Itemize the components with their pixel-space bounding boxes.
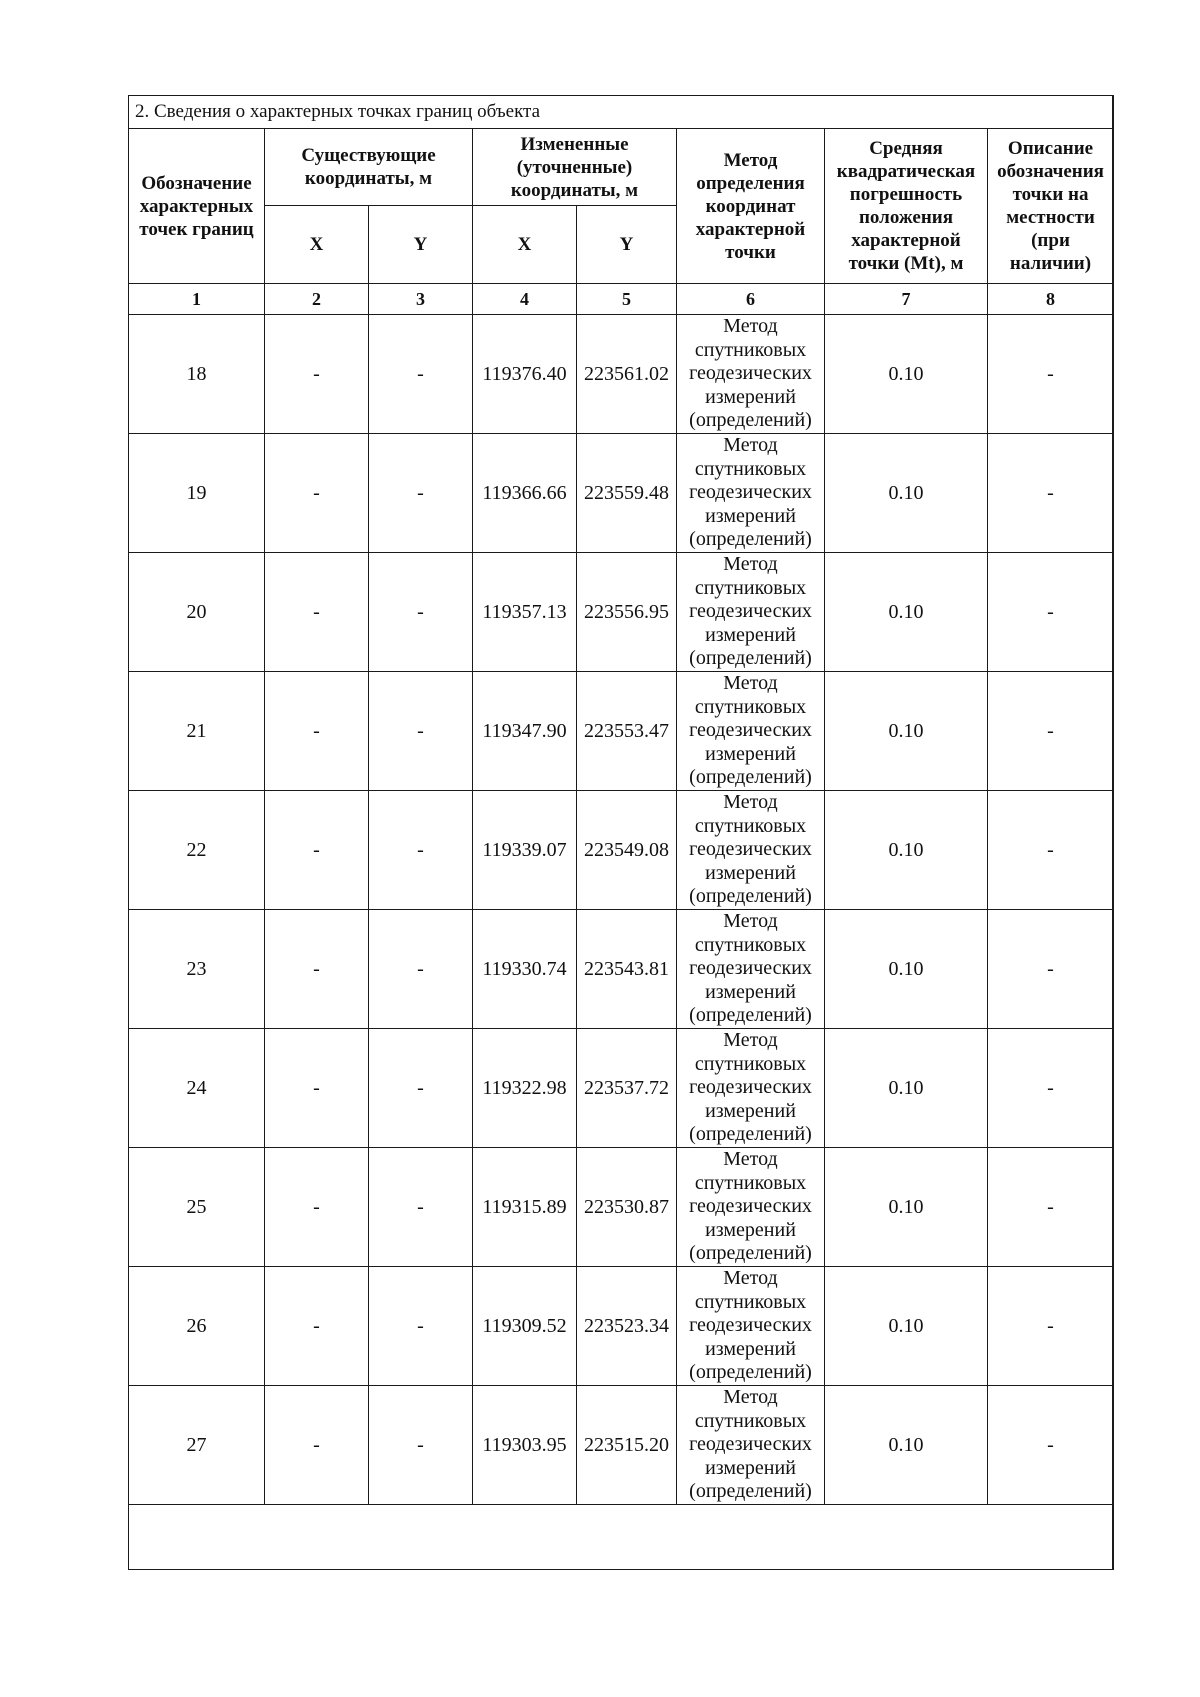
description-cell: - — [988, 553, 1114, 672]
method-line: геодезических — [689, 600, 812, 623]
changed-y-cell: 223553.47 — [577, 672, 677, 791]
header-existing-line: координаты, м — [304, 168, 433, 189]
method-line: геодезических — [689, 1195, 812, 1218]
header-description-line: (при — [1031, 230, 1070, 251]
header-error-line: положения — [858, 207, 954, 228]
table-row — [129, 1267, 1114, 1386]
header-method — [677, 129, 825, 284]
method-line: спутниковых — [694, 1290, 807, 1313]
method-line: геодезических — [689, 719, 812, 742]
point-number-cell: 23 — [129, 910, 265, 1029]
point-number-cell: 18 — [129, 315, 265, 434]
method-line: спутниковых — [694, 457, 807, 480]
method-line: (определений) — [689, 1242, 812, 1265]
changed-x-cell: 119376.40 — [473, 315, 577, 434]
point-number-cell: 27 — [129, 1386, 265, 1505]
column-number: 4 — [473, 284, 577, 315]
header-existing-y: Y — [369, 206, 473, 284]
description-cell: - — [988, 1148, 1114, 1267]
header-error-line: Средняя — [869, 138, 943, 159]
mean-error-cell: 0.10 — [825, 434, 988, 553]
method-cell — [677, 672, 825, 791]
existing-x-cell: - — [265, 315, 369, 434]
empty-footer-cell — [129, 1505, 1114, 1570]
method-line: Метод — [723, 553, 778, 576]
method-line: спутниковых — [694, 1171, 807, 1194]
existing-y-cell: - — [369, 315, 473, 434]
changed-y-cell: 223561.02 — [577, 315, 677, 434]
description-cell: - — [988, 315, 1114, 434]
method-line: измерений — [705, 504, 796, 527]
method-line: измерений — [705, 1218, 796, 1241]
header-changed-y: Y — [577, 206, 677, 284]
method-line: спутниковых — [694, 933, 807, 956]
method-line: Метод — [723, 1148, 778, 1171]
point-number-cell: 21 — [129, 672, 265, 791]
header-mean-error — [825, 129, 988, 284]
existing-y-cell: - — [369, 434, 473, 553]
existing-x-cell: - — [265, 791, 369, 910]
method-line: (определений) — [689, 766, 812, 789]
header-changed-line: Измененные — [520, 133, 629, 155]
mean-error-cell: 0.10 — [825, 910, 988, 1029]
method-line: геодезических — [689, 957, 812, 980]
changed-x-cell: 119366.66 — [473, 434, 577, 553]
method-cell — [677, 1148, 825, 1267]
header-existing-coordinates — [265, 129, 473, 206]
point-number-cell: 24 — [129, 1029, 265, 1148]
point-number-cell: 25 — [129, 1148, 265, 1267]
empty-footer-row — [129, 1505, 1114, 1570]
characteristic-points-table — [128, 95, 1114, 1570]
changed-x-cell: 119339.07 — [473, 791, 577, 910]
existing-x-cell: - — [265, 1267, 369, 1386]
changed-y-cell: 223559.48 — [577, 434, 677, 553]
method-cell — [677, 1267, 825, 1386]
mean-error-cell: 0.10 — [825, 315, 988, 434]
column-number: 7 — [825, 284, 988, 315]
method-line: (определений) — [689, 1004, 812, 1027]
method-line: (определений) — [689, 528, 812, 551]
header-method-line: Метод — [723, 149, 778, 171]
point-number-cell: 26 — [129, 1267, 265, 1386]
table-row — [129, 1029, 1114, 1148]
method-cell — [677, 910, 825, 1029]
column-number: 1 — [129, 284, 265, 315]
changed-y-cell: 223549.08 — [577, 791, 677, 910]
method-line: измерений — [705, 1337, 796, 1360]
method-line: измерений — [705, 1456, 796, 1479]
method-cell — [677, 434, 825, 553]
method-line: Метод — [723, 672, 778, 695]
table-row — [129, 434, 1114, 553]
method-line: измерений — [705, 742, 796, 765]
header-method-line: точки — [725, 241, 776, 263]
method-line: спутниковых — [694, 576, 807, 599]
header-description — [988, 129, 1114, 284]
method-line: геодезических — [689, 1433, 812, 1456]
existing-y-cell: - — [369, 791, 473, 910]
column-number: 5 — [577, 284, 677, 315]
column-number: 6 — [677, 284, 825, 315]
method-line: (определений) — [689, 885, 812, 908]
changed-y-cell: 223523.34 — [577, 1267, 677, 1386]
table-row — [129, 672, 1114, 791]
existing-x-cell: - — [265, 672, 369, 791]
method-line: измерений — [705, 385, 796, 408]
method-line: Метод — [723, 434, 778, 457]
header-changed-x: X — [473, 206, 577, 284]
changed-x-cell: 119330.74 — [473, 910, 577, 1029]
mean-error-cell: 0.10 — [825, 1267, 988, 1386]
method-line: Метод — [723, 791, 778, 814]
changed-x-cell: 119322.98 — [473, 1029, 577, 1148]
header-designation-line: точек границ — [139, 218, 254, 240]
column-number: 3 — [369, 284, 473, 315]
method-line: измерений — [705, 623, 796, 646]
header-method-line: определения — [696, 172, 805, 194]
method-line: (определений) — [689, 1480, 812, 1503]
method-line: (определений) — [689, 1361, 812, 1384]
method-line: (определений) — [689, 1123, 812, 1146]
method-line: Метод — [723, 910, 778, 933]
changed-x-cell: 119347.90 — [473, 672, 577, 791]
point-number-cell: 22 — [129, 791, 265, 910]
method-line: Метод — [723, 315, 778, 338]
header-error-line: характерной — [851, 230, 961, 251]
method-line: геодезических — [689, 362, 812, 385]
description-cell: - — [988, 672, 1114, 791]
method-line: спутниковых — [694, 1409, 807, 1432]
mean-error-cell: 0.10 — [825, 672, 988, 791]
header-designation-line: Обозначение — [141, 172, 252, 194]
description-cell: - — [988, 1029, 1114, 1148]
existing-x-cell: - — [265, 434, 369, 553]
method-line: геодезических — [689, 838, 812, 861]
existing-y-cell: - — [369, 553, 473, 672]
mean-error-cell: 0.10 — [825, 1386, 988, 1505]
header-changed-line: (уточненные) — [516, 156, 633, 178]
table-row — [129, 553, 1114, 672]
existing-y-cell: - — [369, 910, 473, 1029]
column-number: 8 — [988, 284, 1114, 315]
header-designation-line: характерных — [139, 195, 254, 217]
method-line: геодезических — [689, 1076, 812, 1099]
existing-x-cell: - — [265, 1148, 369, 1267]
header-description-line: местности — [1006, 207, 1095, 228]
changed-y-cell: 223556.95 — [577, 553, 677, 672]
existing-x-cell: - — [265, 553, 369, 672]
method-cell — [677, 553, 825, 672]
column-number-row — [129, 284, 1114, 315]
header-method-line: характерной — [695, 218, 806, 240]
changed-y-cell: 223537.72 — [577, 1029, 677, 1148]
changed-x-cell: 119357.13 — [473, 553, 577, 672]
changed-x-cell: 119303.95 — [473, 1386, 577, 1505]
method-line: измерений — [705, 980, 796, 1003]
method-cell — [677, 791, 825, 910]
header-designation — [129, 129, 265, 284]
method-line: измерений — [705, 1099, 796, 1122]
table-row — [129, 1386, 1114, 1505]
description-cell: - — [988, 910, 1114, 1029]
header-description-line: наличии) — [1009, 253, 1092, 274]
method-line: Метод — [723, 1386, 778, 1409]
existing-x-cell: - — [265, 910, 369, 1029]
method-line: Метод — [723, 1267, 778, 1290]
changed-x-cell: 119309.52 — [473, 1267, 577, 1386]
method-line: спутниковых — [694, 695, 807, 718]
header-error-line: квадратическая — [836, 161, 976, 182]
mean-error-cell: 0.10 — [825, 1148, 988, 1267]
method-line: Метод — [723, 1029, 778, 1052]
method-line: (определений) — [689, 409, 812, 432]
method-line: спутниковых — [694, 1052, 807, 1075]
method-line: геодезических — [689, 481, 812, 504]
method-line: измерений — [705, 861, 796, 884]
method-cell — [677, 1029, 825, 1148]
table-row — [129, 315, 1114, 434]
header-existing-x: X — [265, 206, 369, 284]
existing-x-cell: - — [265, 1029, 369, 1148]
method-line: геодезических — [689, 1314, 812, 1337]
point-number-cell: 19 — [129, 434, 265, 553]
header-description-line: Описание — [1007, 138, 1094, 159]
changed-x-cell: 119315.89 — [473, 1148, 577, 1267]
existing-y-cell: - — [369, 672, 473, 791]
method-cell — [677, 315, 825, 434]
table-row — [129, 1148, 1114, 1267]
header-error-line: погрешность — [849, 184, 963, 205]
existing-y-cell: - — [369, 1386, 473, 1505]
description-cell: - — [988, 1267, 1114, 1386]
point-number-cell: 20 — [129, 553, 265, 672]
table-row — [129, 791, 1114, 910]
description-cell: - — [988, 434, 1114, 553]
method-line: спутниковых — [694, 814, 807, 837]
header-description-line: точки на — [1012, 184, 1089, 205]
changed-y-cell: 223543.81 — [577, 910, 677, 1029]
mean-error-cell: 0.10 — [825, 1029, 988, 1148]
existing-y-cell: - — [369, 1029, 473, 1148]
header-error-line: точки (Mt), м — [848, 253, 964, 274]
existing-y-cell: - — [369, 1267, 473, 1386]
section-title: 2. Сведения о характерных точках границ объекта — [129, 96, 1114, 129]
mean-error-cell: 0.10 — [825, 791, 988, 910]
header-description-line: обозначения — [997, 161, 1104, 182]
existing-x-cell: - — [265, 1386, 369, 1505]
changed-y-cell: 223515.20 — [577, 1386, 677, 1505]
table-row — [129, 910, 1114, 1029]
changed-y-cell: 223530.87 — [577, 1148, 677, 1267]
method-cell — [677, 1386, 825, 1505]
existing-y-cell: - — [369, 1148, 473, 1267]
column-number: 2 — [265, 284, 369, 315]
header-changed-coordinates — [473, 129, 677, 206]
description-cell: - — [988, 1386, 1114, 1505]
header-existing-line: Существующие — [301, 145, 436, 166]
mean-error-cell: 0.10 — [825, 553, 988, 672]
method-line: спутниковых — [694, 338, 807, 361]
header-method-line: координат — [705, 195, 796, 217]
method-line: (определений) — [689, 647, 812, 670]
description-cell: - — [988, 791, 1114, 910]
header-changed-line: координаты, м — [510, 179, 639, 201]
